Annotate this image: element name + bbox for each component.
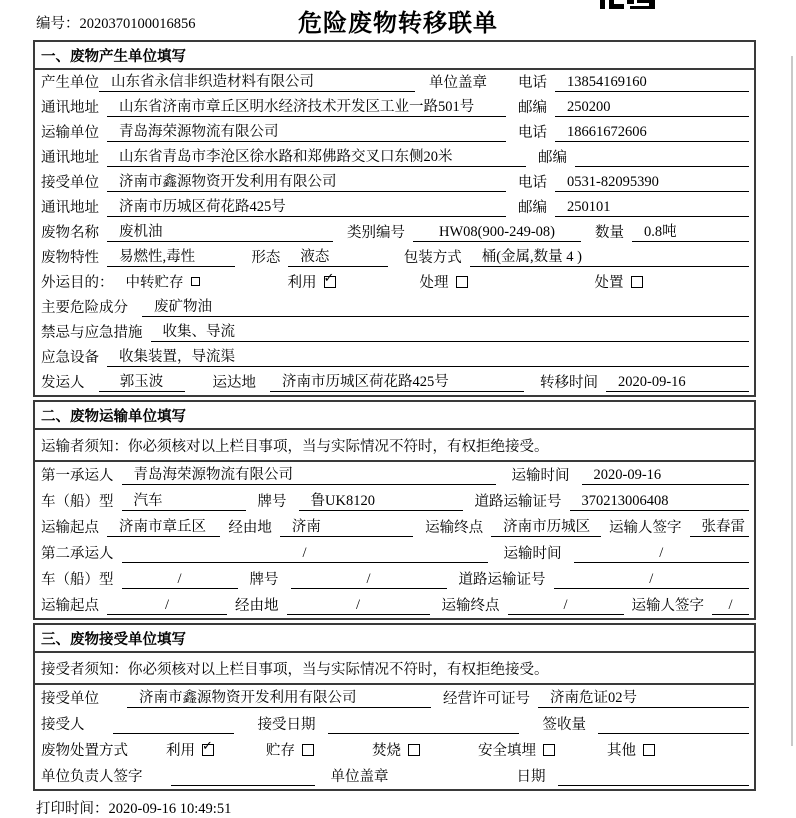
row-carrier2-vehicle <box>35 566 754 592</box>
license-value: 济南危证02号 <box>538 686 749 708</box>
carrier2-value: / <box>122 545 488 563</box>
carrier2-time-label: 运输时间 <box>503 546 562 562</box>
carrier1-plate-value: 鲁UK8120 <box>299 489 463 511</box>
carrier1-end-label: 运输终点 <box>425 520 484 536</box>
receiver-phone-value: 0531-82095390 <box>555 174 749 192</box>
receiving-person-value <box>113 733 234 734</box>
shipper-value: 郭玉波 <box>99 370 185 392</box>
option-dispose-label: 处置 <box>594 275 624 291</box>
shipper-label: 发运人 <box>41 375 85 391</box>
row-carrier2 <box>35 540 754 566</box>
carrier1-time-value: 2020-09-16 <box>582 467 750 485</box>
transporter-unit-value: 青岛海荣源物流有限公司 <box>107 120 506 142</box>
row-emergency-measures <box>35 320 754 345</box>
option-dispose <box>595 271 643 292</box>
row-carrier1-vehicle <box>35 488 754 514</box>
receiver-zip-value: 250101 <box>555 199 749 217</box>
section-receiver <box>33 623 756 791</box>
carrier1-label: 第一承运人 <box>41 468 114 484</box>
transporter-zip-value <box>575 166 749 167</box>
packing-label: 包装方式 <box>403 250 462 266</box>
destination-value: 济南市历城区荷花路425号 <box>270 370 524 392</box>
qr-code-fragment <box>600 0 656 10</box>
serial-value: 2020370100016856 <box>79 16 196 32</box>
received-amount-value <box>598 733 749 734</box>
carrier2-origin-label: 运输起点 <box>41 598 99 614</box>
transport-purpose-label: 外运目的： <box>41 275 114 291</box>
receiving-date-label: 接受日期 <box>257 717 316 733</box>
emergency-measures-label: 禁忌与应急措施 <box>41 325 143 341</box>
hazard-component-label: 主要危险成分 <box>41 300 128 316</box>
producer-phone-value: 13854169160 <box>555 74 749 92</box>
row-receiver-unit <box>35 170 754 195</box>
serial-label: 编号： <box>36 16 80 32</box>
row-chief-signature <box>35 763 754 789</box>
waste-name-label: 废物名称 <box>41 225 99 241</box>
packing-value: 桶(金属,数量 4 ) <box>470 245 749 267</box>
option-recycle-label: 利用 <box>287 275 317 291</box>
transfer-time-value: 2020-09-16 <box>606 374 749 392</box>
producer-zip-value: 250200 <box>555 99 749 117</box>
option-disposal-landfill <box>478 739 555 760</box>
quantity-label: 数量 <box>595 225 624 241</box>
option-disposal-incinerate-label: 焚烧 <box>372 743 401 759</box>
producer-address-value: 山东省济南市章丘区明水经济技术开发区工业一路501号 <box>107 95 506 117</box>
carrier1-time-label: 运输时间 <box>511 468 570 484</box>
section-receiver-title: 三、废物接受单位填写 <box>35 625 754 653</box>
received-amount-label: 签收量 <box>542 717 586 733</box>
row-hazard-component <box>35 295 754 320</box>
sign-date-label: 日期 <box>516 769 546 785</box>
row-receiving-unit <box>35 685 754 711</box>
receiver-notice: 接受者须知：你必须核对以上栏目事项，当与实际情况不符时，有权拒绝接受。 <box>35 653 754 685</box>
option-treat <box>420 271 595 292</box>
option-recycle <box>288 271 420 292</box>
receiver-seal-label: 单位盖章 <box>330 769 389 785</box>
producer-unit-label: 产生单位 <box>41 75 99 91</box>
carrier2-label: 第二承运人 <box>41 546 114 562</box>
row-waste-name <box>35 220 754 245</box>
checkbox-disposal-landfill <box>543 744 555 756</box>
option-disposal-recycle-label: 利用 <box>166 743 195 759</box>
transporter-zip-label: 邮编 <box>538 150 567 166</box>
carrier2-vehicle-label: 车（船）型 <box>41 572 114 588</box>
option-transfer-storage <box>126 271 288 292</box>
carrier1-via-value: 济南 <box>280 515 413 537</box>
checkbox-transfer-storage <box>191 277 200 286</box>
carrier1-permit-label: 道路运输证号 <box>474 494 562 510</box>
receiving-unit-label: 接受单位 <box>41 691 99 707</box>
quantity-value: 0.8吨 <box>632 220 749 242</box>
option-disposal-other-label: 其他 <box>607 743 636 759</box>
producer-phone-label: 电话 <box>518 75 547 91</box>
unit-seal-label: 单位盖章 <box>429 75 487 91</box>
print-time-label: 打印时间： <box>36 801 109 817</box>
carrier1-value: 青岛海荣源物流有限公司 <box>122 463 496 485</box>
hazard-component-value: 废矿物油 <box>142 295 749 317</box>
disposal-method-label: 废物处置方式 <box>41 743 128 759</box>
serial-number <box>36 12 196 33</box>
checkbox-treat <box>456 276 468 288</box>
carrier1-via-label: 经由地 <box>228 520 272 536</box>
waste-character-label: 废物特性 <box>41 250 99 266</box>
receiver-address-value: 济南市历城区荷花路425号 <box>107 195 506 217</box>
receiver-phone-label: 电话 <box>518 175 547 191</box>
row-producer-unit <box>35 70 754 95</box>
row-transporter-unit <box>35 120 754 145</box>
row-carrier1 <box>35 462 754 488</box>
carrier2-permit-value: / <box>554 571 750 589</box>
license-label: 经营许可证号 <box>443 691 530 707</box>
print-time <box>36 797 796 818</box>
carrier1-vehicle-value: 汽车 <box>122 489 246 511</box>
chief-signature-value <box>171 785 315 786</box>
row-emergency-equipment <box>35 345 754 370</box>
row-shipper <box>35 370 754 395</box>
section-transporter-title: 二、废物运输单位填写 <box>35 402 754 430</box>
transporter-phone-label: 电话 <box>518 125 547 141</box>
chief-signature-label: 单位负责人签字 <box>41 769 143 785</box>
row-producer-address <box>35 95 754 120</box>
checkbox-disposal-storage <box>302 744 314 756</box>
carrier2-permit-label: 道路运输证号 <box>458 572 546 588</box>
carrier2-origin-value: / <box>107 597 227 615</box>
carrier2-end-label: 运输终点 <box>441 598 500 614</box>
option-treat-label: 处理 <box>419 275 449 291</box>
carrier2-end-value: / <box>508 597 624 615</box>
checkbox-disposal-recycle <box>202 744 214 756</box>
row-transport-purpose <box>35 270 754 295</box>
section-producer-title: 一、废物产生单位填写 <box>35 42 754 70</box>
sign-date-value <box>558 785 750 786</box>
transporter-unit-label: 运输单位 <box>41 125 99 141</box>
print-time-value: 2020-09-16 10:49:51 <box>108 801 232 817</box>
option-disposal-recycle <box>166 739 214 760</box>
receiver-unit-value: 济南市鑫源物资开发利用有限公司 <box>107 170 506 192</box>
transporter-address-value: 山东省青岛市李沧区徐水路和郑佛路交叉口东侧20米 <box>107 145 526 167</box>
document-header <box>0 0 796 40</box>
row-transporter-address <box>35 145 754 170</box>
transporter-notice: 运输者须知：你必须核对以上栏目事项，当与实际情况不符时，有权拒绝接受。 <box>35 430 754 462</box>
carrier1-sign-label: 运输人签字 <box>609 520 682 536</box>
row-carrier1-route <box>35 514 754 540</box>
carrier2-plate-label: 牌号 <box>249 572 279 588</box>
waste-character-value: 易燃性,毒性 <box>107 245 235 267</box>
receiver-zip-label: 邮编 <box>518 200 547 216</box>
option-disposal-storage <box>266 739 314 760</box>
carrier1-end-value: 济南市历城区 <box>491 515 601 537</box>
row-receiving-person <box>35 711 754 737</box>
page-edge-divider <box>791 56 793 746</box>
checkbox-recycle <box>324 276 336 288</box>
receiving-date-value <box>328 733 519 734</box>
carrier1-permit-value: 370213006408 <box>570 493 750 511</box>
emergency-equipment-label: 应急设备 <box>41 350 99 366</box>
waste-form-value: 液态 <box>288 245 387 267</box>
checkbox-disposal-other <box>643 744 655 756</box>
carrier1-plate-label: 牌号 <box>257 494 287 510</box>
carrier2-vehicle-value: / <box>122 571 238 589</box>
receiving-person-label: 接受人 <box>41 717 85 733</box>
checkbox-disposal-incinerate <box>408 744 420 756</box>
receiver-unit-label: 接受单位 <box>41 175 99 191</box>
receiving-unit-value: 济南市鑫源物资开发利用有限公司 <box>127 686 431 708</box>
page-title: 危险废物转移联单 <box>298 10 498 37</box>
carrier2-sign-value: / <box>712 597 749 615</box>
transfer-time-label: 转移时间 <box>540 375 598 391</box>
carrier2-plate-value: / <box>291 571 447 589</box>
category-value: HW08(900-249-08) <box>413 224 581 242</box>
checkbox-dispose <box>631 276 643 288</box>
option-transfer-storage-label: 中转贮存 <box>125 275 184 291</box>
row-waste-character <box>35 245 754 270</box>
producer-zip-label: 邮编 <box>518 100 547 116</box>
producer-unit-value: 山东省永信非织造材料有限公司 <box>99 70 415 92</box>
option-disposal-incinerate <box>372 739 420 760</box>
destination-label: 运达地 <box>212 375 256 391</box>
row-receiver-address <box>35 195 754 220</box>
row-carrier2-route <box>35 592 754 618</box>
emergency-measures-value: 收集、导流 <box>151 320 750 342</box>
section-transporter <box>33 400 756 620</box>
receiver-address-label: 通讯地址 <box>41 200 99 216</box>
carrier1-vehicle-label: 车（船）型 <box>41 494 114 510</box>
carrier2-via-value: / <box>287 597 430 615</box>
carrier1-sign-value: 张春雷 <box>690 515 750 537</box>
carrier2-sign-label: 运输人签字 <box>631 598 704 614</box>
transporter-address-label: 通讯地址 <box>41 150 99 166</box>
carrier1-origin-label: 运输起点 <box>41 520 99 536</box>
carrier2-via-label: 经由地 <box>235 598 279 614</box>
emergency-equipment-value: 收集装置，导流渠 <box>107 345 749 367</box>
section-producer <box>33 40 756 397</box>
producer-address-label: 通讯地址 <box>41 100 99 116</box>
transporter-phone-value: 18661672606 <box>555 124 749 142</box>
carrier2-time-value: / <box>574 545 750 563</box>
manifest-form <box>33 40 756 791</box>
option-disposal-landfill-label: 安全填埋 <box>478 743 536 759</box>
category-label: 类别编号 <box>347 225 405 241</box>
waste-name-value: 废机油 <box>107 220 333 242</box>
carrier1-origin-value: 济南市章丘区 <box>107 515 220 537</box>
option-disposal-other <box>607 739 655 760</box>
waste-form-label: 形态 <box>251 250 281 266</box>
option-disposal-storage-label: 贮存 <box>266 743 295 759</box>
row-disposal-method <box>35 737 754 763</box>
